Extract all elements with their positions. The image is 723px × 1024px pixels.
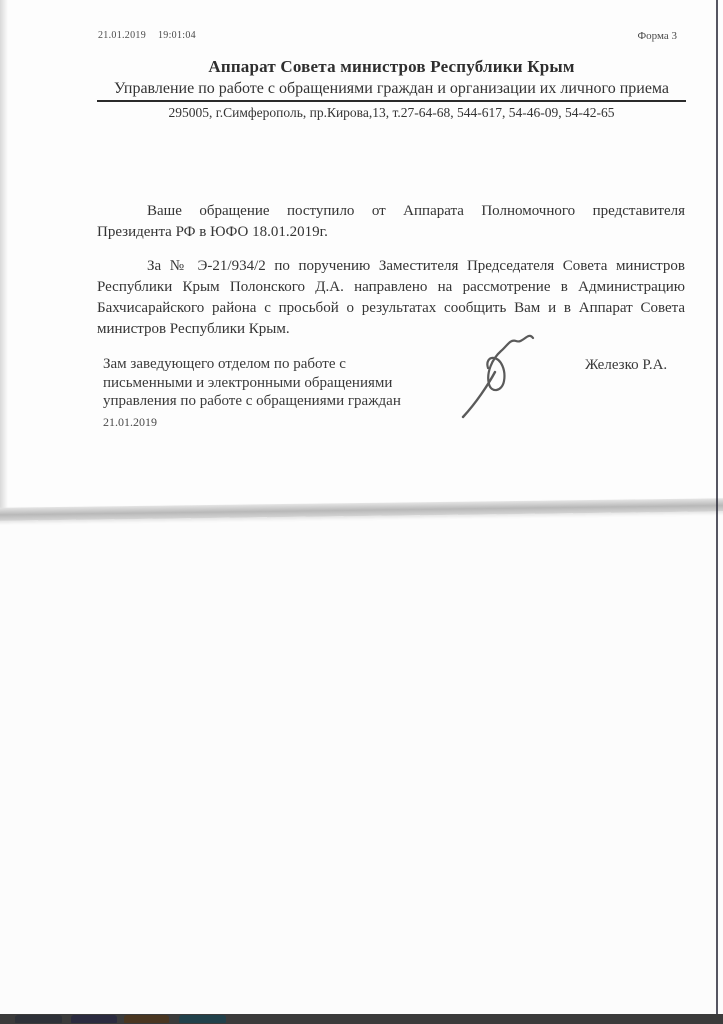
signer-position-block [103,355,443,431]
paragraph-line: За № Э-21/934/2 по поручению Заместителя Председателя Совета министров [147,258,685,274]
paragraph-line: Бахчисарайского района с просьбой о результатах сообщить Вам и в Аппарат Совета [97,300,685,316]
taskbar-strip [0,1014,723,1024]
body-paragraph-1 [97,201,685,243]
signature-date: 21.01.2019 [103,414,157,429]
department-line: Управление по работе с обращениями граждан и организации их личного приема [113,80,670,97]
print-time: 19:01:04 [158,30,196,41]
body-paragraph-2 [97,256,685,340]
letterhead [97,57,686,121]
paragraph-line: министров Республики Крым. [97,321,290,337]
form-number-label: Форма 3 [637,30,677,42]
letterhead-rule [97,100,686,102]
organization-title: Аппарат Совета министров Республики Крым [208,57,575,76]
signer-position-line: письменными и электронными обращениями [103,374,393,391]
second-blank-page [0,516,723,1014]
taskbar-chip[interactable] [124,1015,169,1023]
signer-position-line: Зам заведующего отделом по работе с [103,356,346,372]
handwritten-signature-mark [446,327,538,419]
signer-name: Железко Р.А. [585,357,668,373]
taskbar-chip[interactable] [15,1015,62,1023]
scan-right-border-line [716,0,718,1014]
print-date: 21.01.2019 [98,30,146,41]
paragraph-line: Президента РФ в ЮФО 18.01.2019г. [97,224,328,240]
paragraph-line: Республики Крым Полонского Д.А. направлено на рассмотрение в Администрацию [97,279,685,295]
taskbar-chip[interactable] [71,1015,117,1023]
print-timestamp [98,30,196,41]
address-contacts-line: 295005, г.Симферополь, пр.Кирова,13, т.27-64-68, 544-617, 54-46-09, 54-42-65 [168,105,615,120]
taskbar-chip[interactable] [179,1015,226,1023]
signer-position-line: управления по работе с обращениями граждан [103,393,401,410]
paragraph-line: Ваше обращение поступило от Аппарата Полномочного представителя [147,203,685,219]
